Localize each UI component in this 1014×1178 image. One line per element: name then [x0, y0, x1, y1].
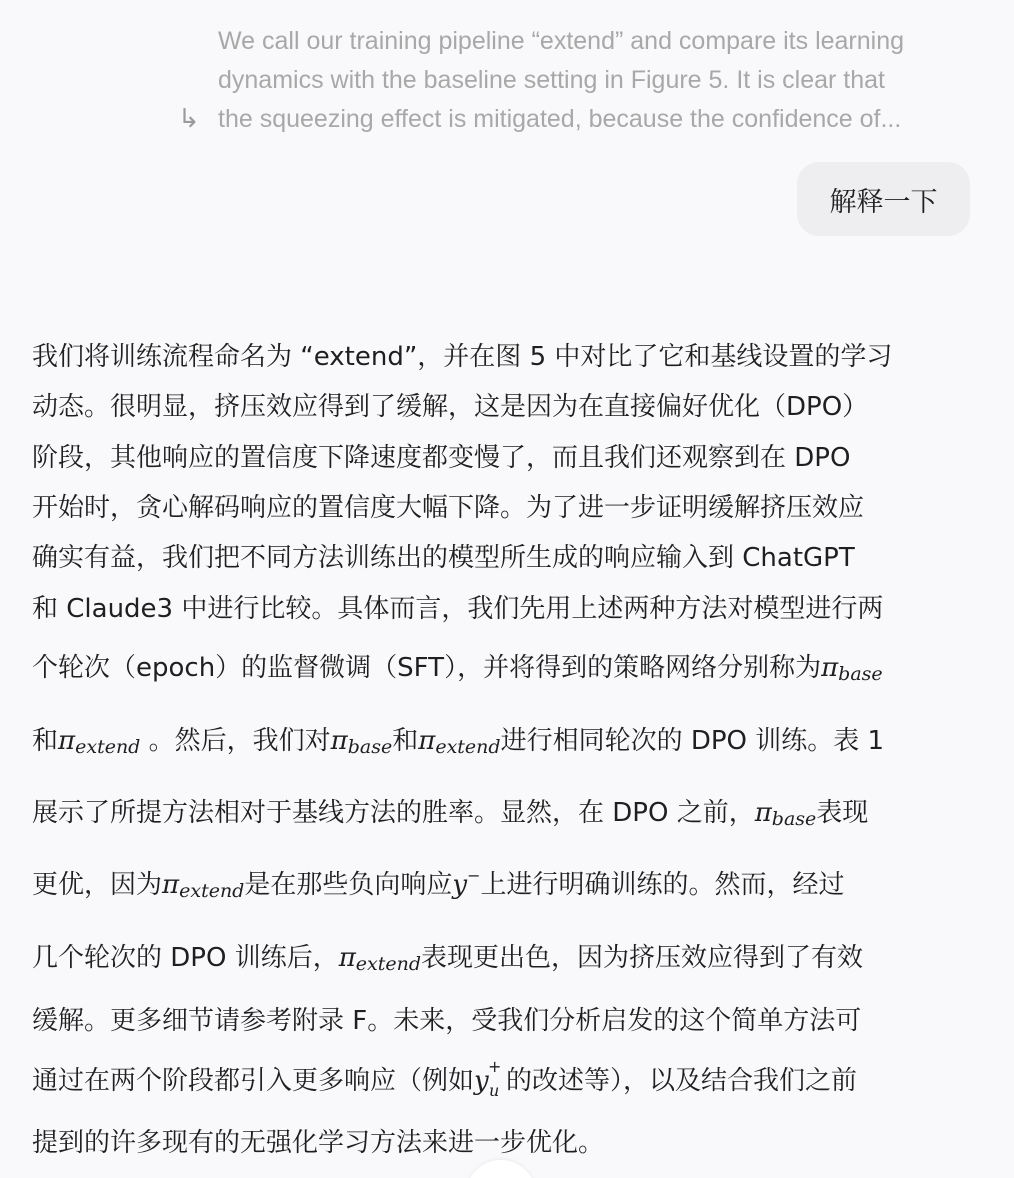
math-pi-extend: $\pi_{extend}$ [162, 870, 245, 902]
response-line: 几个轮次的 DPO 训练后，$\pi_{extend}$表现更出色，因为挤压效应得到了有效 [32, 943, 864, 975]
math-pi-base: $\pi_{base}$ [330, 726, 393, 758]
math-pi-base: $\pi_{base}$ [754, 798, 817, 830]
response-line: 个轮次（epoch）的监督微调（SFT），并将得到的策略网络分别称为$\pi_{base}$ [32, 653, 883, 685]
response-line: 我们将训练流程命名为 “extend”，并在图 5 中对比了它和基线设置的学习 [32, 342, 893, 372]
response-line: 阶段，其他响应的置信度下降速度都变慢了，而且我们还观察到在 DPO [32, 443, 851, 473]
user-message-text: 解释一下 [829, 186, 938, 218]
math-pi-extend: $\pi_{extend}$ [418, 726, 501, 758]
response-line: 缓解。更多细节请参考附录 F。未来，受我们分析启发的这个简单方法可 [32, 1006, 862, 1036]
reply-arrow-icon: ↳ [178, 104, 200, 134]
math-pi-base: $\pi_{base}$ [821, 653, 883, 685]
response-line: 开始时，贪心解码响应的置信度大幅下降。为了进一步证明缓解挤压效应 [32, 493, 865, 523]
math-pi-extend: $\pi_{extend}$ [338, 943, 422, 975]
response-line: 确实有益，我们把不同方法训练出的模型所生成的响应输入到 ChatGPT [32, 543, 855, 573]
response-line: 展示了所提方法相对于基线方法的胜率。显然，在 DPO 之前，$\pi_{base}$表现 [32, 798, 869, 830]
math-pi-extend: $\pi_{extend}$ [58, 726, 141, 758]
quoted-line: the squeezing effect is mitigated, because the confidence of... [218, 105, 902, 133]
response-line: 更优，因为$\pi_{extend}$是在那些负向响应y−上进行明确训练的。然而，经过 [32, 866, 845, 902]
math-y-u-plus: y + u [474, 1057, 502, 1100]
quoted-text [218, 22, 978, 139]
response-line: 和 Claude3 中进行比较。具体而言，我们先用上述两种方法对模型进行两 [32, 594, 884, 624]
user-message-bubble [797, 162, 970, 236]
response-line: 动态。很明显，挤压效应得到了缓解，这是因为在直接偏好优化（DPO） [32, 392, 869, 422]
response-line: 提到的许多现有的无强化学习方法来进一步优化。 [32, 1128, 605, 1158]
response-line: 和$\pi_{extend}$ 。然后，我们对$\pi_{base}$和$\pi_{extend}$进行相同轮次的 DPO 训练。表 1 [32, 726, 885, 758]
quoted-line: dynamics with the baseline setting in Figure 5. It is clear that [218, 66, 885, 94]
quoted-line: We call our training pipeline “extend” and compare its learning [218, 27, 905, 55]
response-line: 通过在两个阶段都引入更多响应（例如y + u 的改述等），以及结合我们之前 [32, 1056, 857, 1106]
math-y-minus: y− [452, 866, 481, 900]
